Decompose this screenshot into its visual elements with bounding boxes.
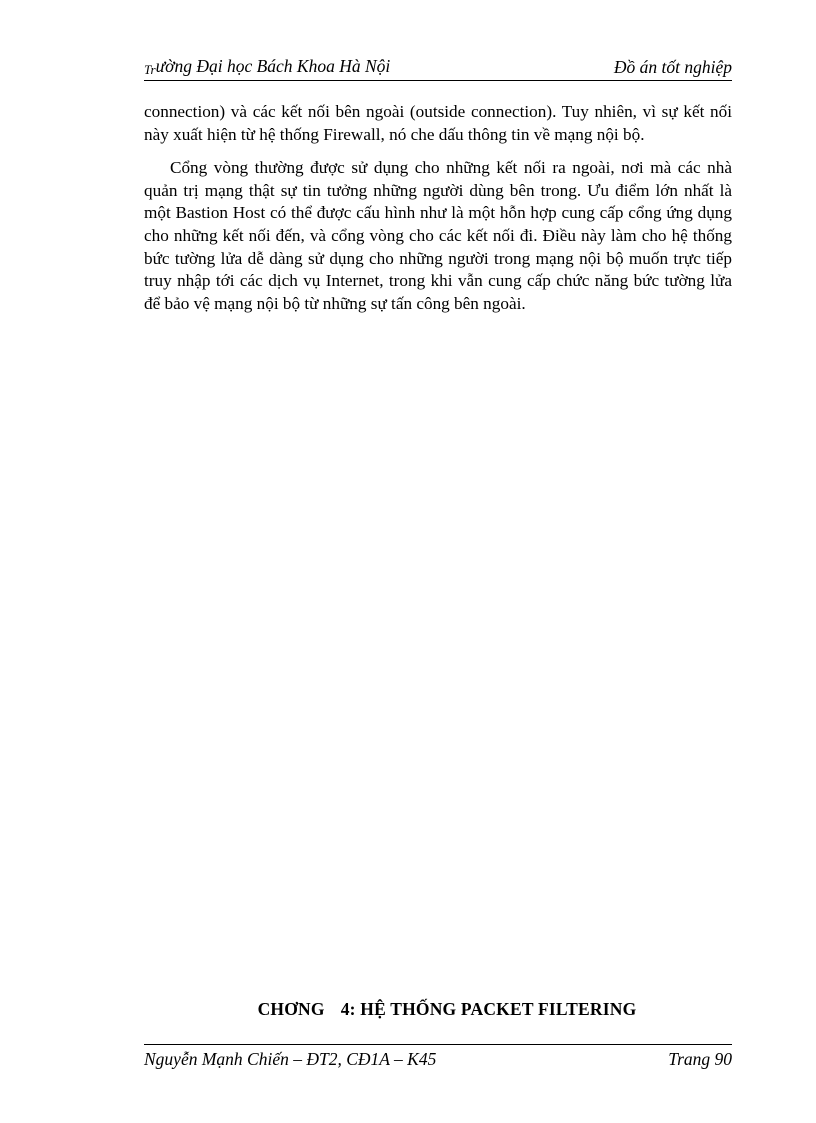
paragraph-2: Cổng vòng thường được sử dụng cho những kết nối ra ngoài, nơi mà các nhà quản trị mạng thật sự tin tưởng những người dùng bên trong. Ưu điểm lớn nhất là một Bastion Host có thể được cấu hình như là một hỗn hợp cung cấp cổng ứng dụng cho những kết nối đến, và cổng vòng cho các kết nối đi. Điều này làm cho hệ thống bức tường lửa dễ dàng sử dụng cho những người trong mạng nội bộ muốn trực tiếp truy nhập tới các dịch vụ Internet, trong khi vẫn cung cấp chức năng bức tường lửa để bảo vệ mạng nội bộ từ những sự tấn công bên ngoài.	[144, 158, 732, 313]
chapter-title: 4: HỆ THỐNG PACKET FILTERING	[340, 999, 637, 1019]
footer-page-number: Trang 90	[668, 1049, 732, 1069]
header-university	[144, 56, 390, 78]
footer-author: Nguyễn Mạnh Chiến – ĐT2, CĐ1A – K45	[144, 1049, 437, 1069]
paragraph-1: connection) và các kết nối bên ngoài (outside connection). Tuy nhiên, vì sự kết nối này xuất hiện từ hệ thống Firewall, nó che dấu thông tin về mạng nội bộ.	[144, 102, 732, 144]
header-document-type: Đồ án tốt nghiệp	[613, 57, 732, 77]
chapter-prefix: CHƠNG	[257, 999, 325, 1019]
header-university-name: ường Đại học Bách Khoa Hà Nội	[155, 56, 391, 76]
header-university-prefix: Tr	[144, 62, 156, 77]
body-text	[144, 101, 732, 326]
page-footer	[144, 1044, 732, 1070]
page-header	[144, 52, 732, 81]
chapter-heading	[144, 999, 750, 1020]
